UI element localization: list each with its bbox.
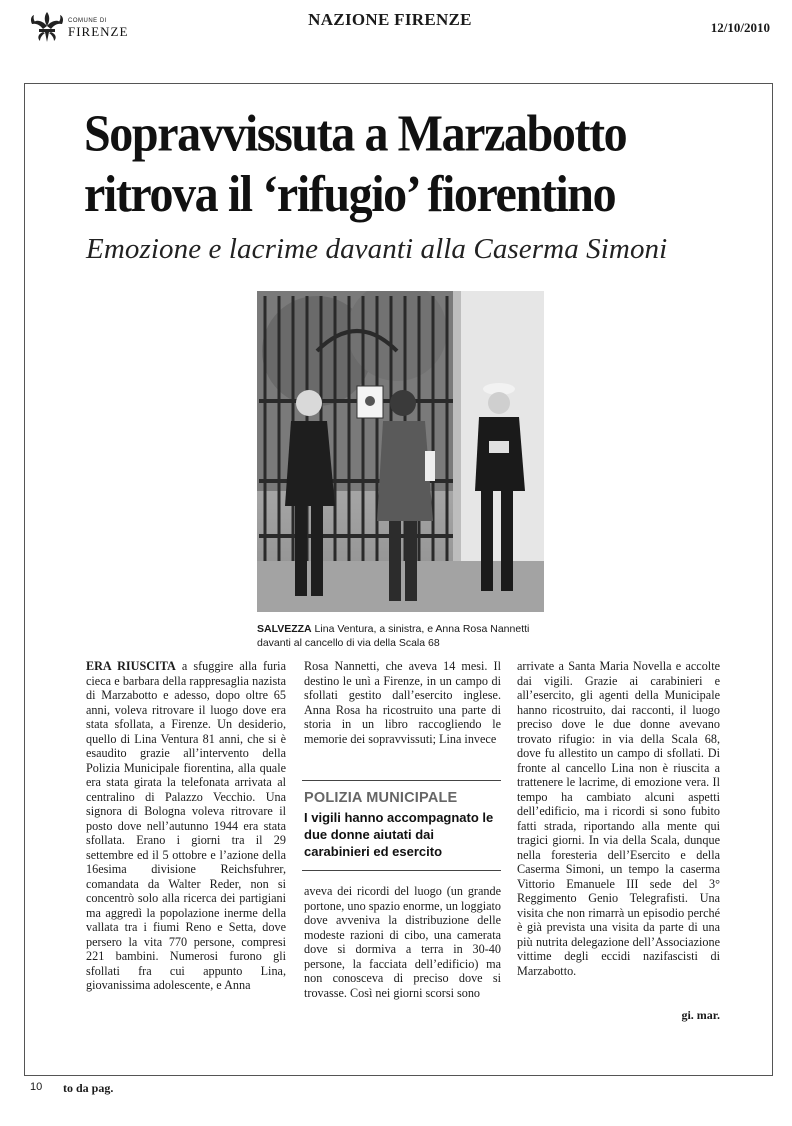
florentine-lily-icon <box>28 10 66 44</box>
logo-label-small: COMUNE DI <box>68 18 107 24</box>
column-1-text: a sfuggire alla furia cieca e barbara della rappresaglia nazista di Marzabotto e adesso, dopo oltre 65 anni, voleva ritrovare il luogo dove era stata sfollata, a Firenze. Un desiderio, quello di Lina Ventura 81 anni, che si è esaudito grazie all’intervento della Polizia Municipale fiorentina, alla quale era stata girata la telefonata arrivata al centralino di Palazzo Vecchio. Una signora di Bologna voleva ritrovare il posto dove nell’autunno 1944 era stata sfollata. Erano i giorni tra il 29 settembre ed il 5 ottobre e l’azione della 16esima divisione Reichsfuhrer, comandata da Walter Reder, non si concentrò solo alla ricerca dei partigiani ma aggredì la popolazione inerme della vallata tra i fiumi Reno e Setta, dove persero la vita 770 persone, compresi 221 bambini. Numerosi furono gli sfollati fra cui appunto Lina, giovanissima adolescente, e Anna <box>86 659 286 992</box>
column-2-bottom-text: aveva dei ricordi del luogo (un grande portone, uno spazio enorme, un loggiato dove avveniva la distribuzione delle modeste razioni di cibo, una camerata dove si dormiva a terra in 30-40 persone, la facciata dell’edificio) ma non conosceva di preciso dove si trovasse. Così nei giorni scorsi sono <box>304 884 501 1000</box>
publication-date: 12/10/2010 <box>710 20 770 35</box>
sidebar-kicker: POLIZIA MUNICIPALE <box>304 790 458 806</box>
article-column-3 <box>517 659 720 978</box>
sidebar-rule-bottom <box>302 870 501 871</box>
column-2-top-text: Rosa Nannetti, che aveva 14 mesi. Il destino le unì a Firenze, in un campo di sfollati gestito dall’esercito inglese. Anna Rosa ha ricostruito una parte di storia in un libro raccogliendo le memorie dei sopravvissuti; Lina invece <box>304 659 501 746</box>
subheadline: Emozione e lacrime davanti alla Caserma Simoni <box>86 233 668 265</box>
article-column-2-top <box>304 659 501 746</box>
article-column-1 <box>86 659 286 993</box>
newspaper-source: NAZIONE FIRENZE <box>308 10 472 29</box>
page-number: 10 <box>30 1081 43 1093</box>
article-column-2-bottom <box>304 884 501 1000</box>
comune-di-firenze-logo <box>28 10 138 44</box>
caption-text: Lina Ventura, a sinistra, e Anna Rosa Nannetti davanti al cancello di via della Scala 68 <box>257 623 530 649</box>
column-3-text: arrivate a Santa Maria Novella e accolte dai vigili. Grazie ai carabinieri e all’esercito, gli agenti della Municipale hanno ricostruito, dai racconti, il luogo preciso dove le due donne avevano trovato rifugio: in via della Scala 68, dove fu allestito un campo di sfollati. Di fronte al cancello Lina non è riuscita a trattenere le lacrime, di emozione vera. Il tempo ha cambiato alcuni aspetti dell’edificio, ma i ricordi si sono fubito fatti strada, riportando alla mente qui tragici giorni. In via della Scala, dunque nella foresteria dell’Esercito e della Caserma Simoni, un tempo la caserma Vittorio Emanuele III sede del 3° Reggimento Genio Telegrafisti. Una visita che non rimarrà un episodio perché è già prevista una visita da parte di una più nutrita delegazione dell’Associazione vittime degli eccidi nazifascisti di Marzabotto. <box>517 659 720 978</box>
continued-from-label: to da pag. <box>63 1081 114 1095</box>
headline <box>84 104 764 225</box>
sidebar-rule-top <box>302 780 501 781</box>
caption-tag: SALVEZZA <box>257 623 312 635</box>
lead-in: ERA RIUSCITA <box>86 659 176 673</box>
headline-line-1: Sopravvissuta a Marzabotto <box>84 105 627 163</box>
sidebar-box <box>302 780 501 872</box>
headline-line-2: ritrova il ‘rifugio’ fiorentino <box>84 165 616 223</box>
sidebar-title: I vigili hanno accompagnato le due donne aiutati dai carabinieri ed esercito <box>304 810 494 859</box>
article-photo <box>257 291 544 612</box>
photo-caption <box>257 622 557 650</box>
author-signature: gi. mar. <box>681 1008 720 1022</box>
logo-label-big: FIRENZE <box>68 24 129 39</box>
